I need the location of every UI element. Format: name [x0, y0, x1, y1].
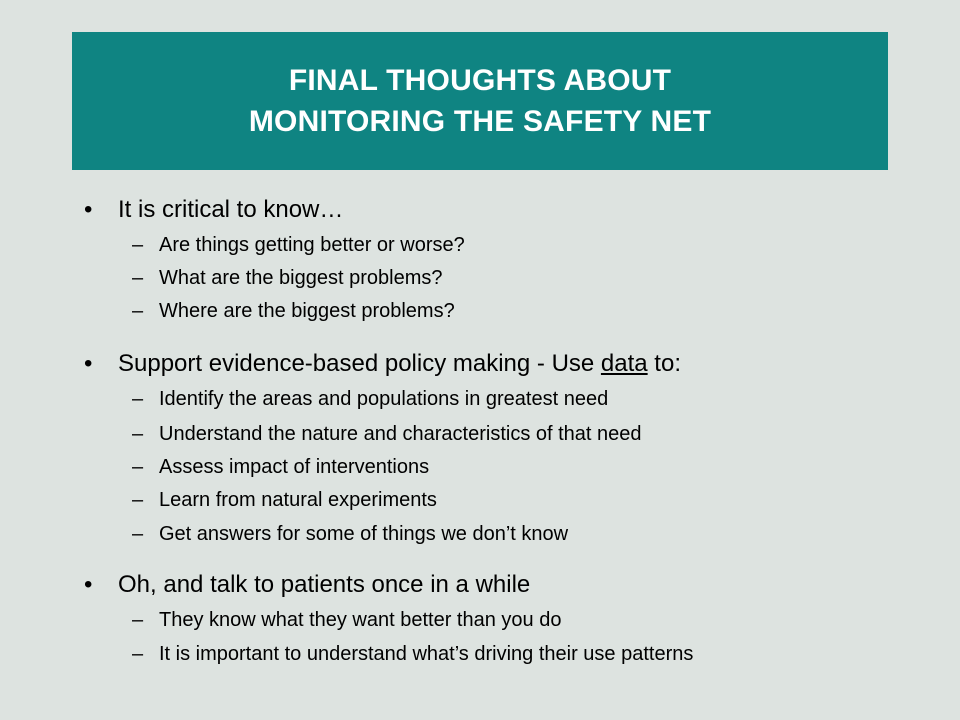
bullet-marker: • — [84, 350, 93, 377]
sub-bullet-text: They know what they want better than you do — [159, 609, 562, 631]
sub-bullet-text: What are the biggest problems? — [159, 267, 443, 289]
sub-bullet-text: Get answers for some of things we don’t know — [159, 523, 569, 545]
sub-bullet-text: Assess impact of interventions — [159, 456, 430, 478]
slide-title-line-1: FINAL THOUGHTS ABOUT — [288, 64, 672, 97]
bullet-marker: • — [84, 196, 93, 223]
sub-bullet-text: It is important to understand what’s driving their use patterns — [159, 643, 694, 665]
bullet-text-part: Support evidence-based policy making - Use — [118, 350, 601, 377]
dash-marker: – — [132, 489, 144, 511]
sub-bullet-text: Are things getting better or worse? — [159, 234, 465, 256]
sub-bullet-text: Understand the nature and characteristics of that need — [159, 423, 642, 445]
slide-body — [84, 0, 944, 720]
dash-marker: – — [132, 234, 144, 256]
dash-marker: – — [132, 423, 144, 445]
sub-bullet-text: Where are the biggest problems? — [159, 300, 455, 322]
bullet-marker: • — [84, 571, 93, 598]
dash-marker: – — [132, 456, 144, 478]
bullet-text-part: to: — [647, 350, 681, 377]
bullet-text: It is critical to know… — [118, 196, 344, 223]
dash-marker: – — [132, 523, 144, 545]
bullet-text — [118, 349, 681, 379]
dash-marker: – — [132, 267, 144, 289]
bullet-text: Oh, and talk to patients once in a while — [118, 571, 531, 598]
dash-marker: – — [132, 300, 144, 322]
sub-bullet-text: Learn from natural experiments — [159, 489, 437, 511]
dash-marker: – — [132, 609, 144, 631]
dash-marker: – — [132, 388, 144, 410]
sub-bullet-text: Identify the areas and populations in greatest need — [159, 388, 609, 410]
slide-title-line-2: MONITORING THE SAFETY NET — [248, 105, 712, 138]
dash-marker: – — [132, 643, 144, 665]
underlined-word: data — [600, 350, 648, 377]
